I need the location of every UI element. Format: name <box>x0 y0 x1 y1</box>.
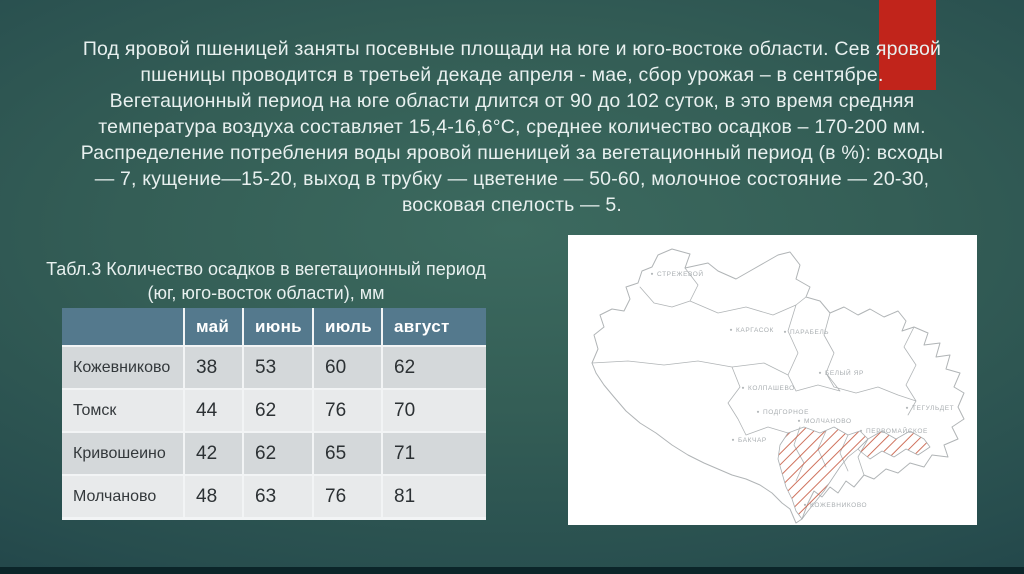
table-cell: 76 <box>314 390 381 431</box>
paragraph-line: восковая спелость — 5. <box>401 194 623 216</box>
table-cell: 38 <box>185 347 242 388</box>
paragraph-line: температура воздуха составляет 15,4-16,6°С, среднее количество осадков – 170-200 мм. <box>98 116 926 138</box>
table-cell: 63 <box>244 476 312 517</box>
table-cell: 81 <box>383 476 486 517</box>
table-cell: 71 <box>383 433 486 474</box>
town-marker-icon <box>860 430 862 432</box>
paragraph-line: пшеницы проводится в третьей декаде апреля - мае, сбор урожая – в сентябре. <box>140 64 884 86</box>
precipitation-table <box>62 308 486 520</box>
column-header-august: август <box>383 308 486 345</box>
map-label-podgornoe: ПОДГОРНОЕ <box>763 409 810 416</box>
paragraph-line: Под яровой пшеницей заняты посевные площади на юге и юго-востоке области. Сев яровой <box>82 38 942 60</box>
town-marker-icon <box>804 504 806 506</box>
table-cell: 62 <box>244 433 312 474</box>
paragraph-line: Вегетационный период на юге области длится от 90 до 102 суток, в это время средняя <box>109 90 915 112</box>
region-map-svg <box>568 235 977 525</box>
town-marker-icon <box>757 411 759 413</box>
table-cell: 62 <box>244 390 312 431</box>
caption-line: Табл.3 Количество осадков в вегетационный период <box>46 259 486 279</box>
map-label-strezhevoy: СТРЕЖЕВОЙ <box>657 271 704 278</box>
town-marker-icon <box>784 331 786 333</box>
table-cell: 60 <box>314 347 381 388</box>
map-figure <box>568 235 977 525</box>
row-label: Молчаново <box>62 476 183 517</box>
table-corner-cell <box>62 308 183 345</box>
hatched-region-east-arm <box>858 431 930 459</box>
town-marker-icon <box>732 439 734 441</box>
column-header-may: май <box>185 308 242 345</box>
town-marker-icon <box>742 387 744 389</box>
map-label-teguldet: ТЕГУЛЬДЕТ <box>912 405 955 412</box>
town-marker-icon <box>906 407 908 409</box>
table-cell: 53 <box>244 347 312 388</box>
intro-paragraph <box>47 36 977 218</box>
paragraph-line: — 7, кущение—15-20, выход в трубку — цветение — 50-60, молочное состояние — 20-30, <box>94 168 930 190</box>
table-cell: 42 <box>185 433 242 474</box>
map-label-pervomayskoe: ПЕРВОМАЙСКОЕ <box>866 428 928 435</box>
table-cell: 48 <box>185 476 242 517</box>
map-label-kozhevnikovo: КОЖЕВНИКОВО <box>810 502 868 509</box>
map-label-kargasok: КАРГАСОК <box>736 327 774 334</box>
caption-line: (юг, юго-восток области), мм <box>147 283 385 303</box>
town-marker-icon <box>798 420 800 422</box>
paragraph-line: Распределение потребления воды яровой пшеницей за вегетационный период (в %): всходы <box>80 142 944 164</box>
column-header-july: июль <box>314 308 381 345</box>
town-marker-icon <box>651 273 653 275</box>
town-marker-icon <box>730 329 732 331</box>
map-label-kolpashevo: КОЛПАШЕВО <box>748 385 795 392</box>
table-cell: 44 <box>185 390 242 431</box>
bottom-edge-strip <box>0 567 1024 574</box>
map-label-bely-yar: БЕЛЫЙ ЯР <box>825 370 864 377</box>
table-cell: 70 <box>383 390 486 431</box>
row-label: Кривошеино <box>62 433 183 474</box>
column-header-june: июнь <box>244 308 312 345</box>
row-label: Томск <box>62 390 183 431</box>
map-label-bakchar: БАКЧАР <box>738 437 767 444</box>
map-label-parabel: ПАРАБЕЛЬ <box>790 329 830 336</box>
row-label: Кожевниково <box>62 347 183 388</box>
town-marker-icon <box>819 372 821 374</box>
table-cell: 65 <box>314 433 381 474</box>
table-cell: 76 <box>314 476 381 517</box>
table-cell: 62 <box>383 347 486 388</box>
map-label-molchanovo: МОЛЧАНОВО <box>804 418 852 425</box>
table-caption <box>32 257 500 305</box>
